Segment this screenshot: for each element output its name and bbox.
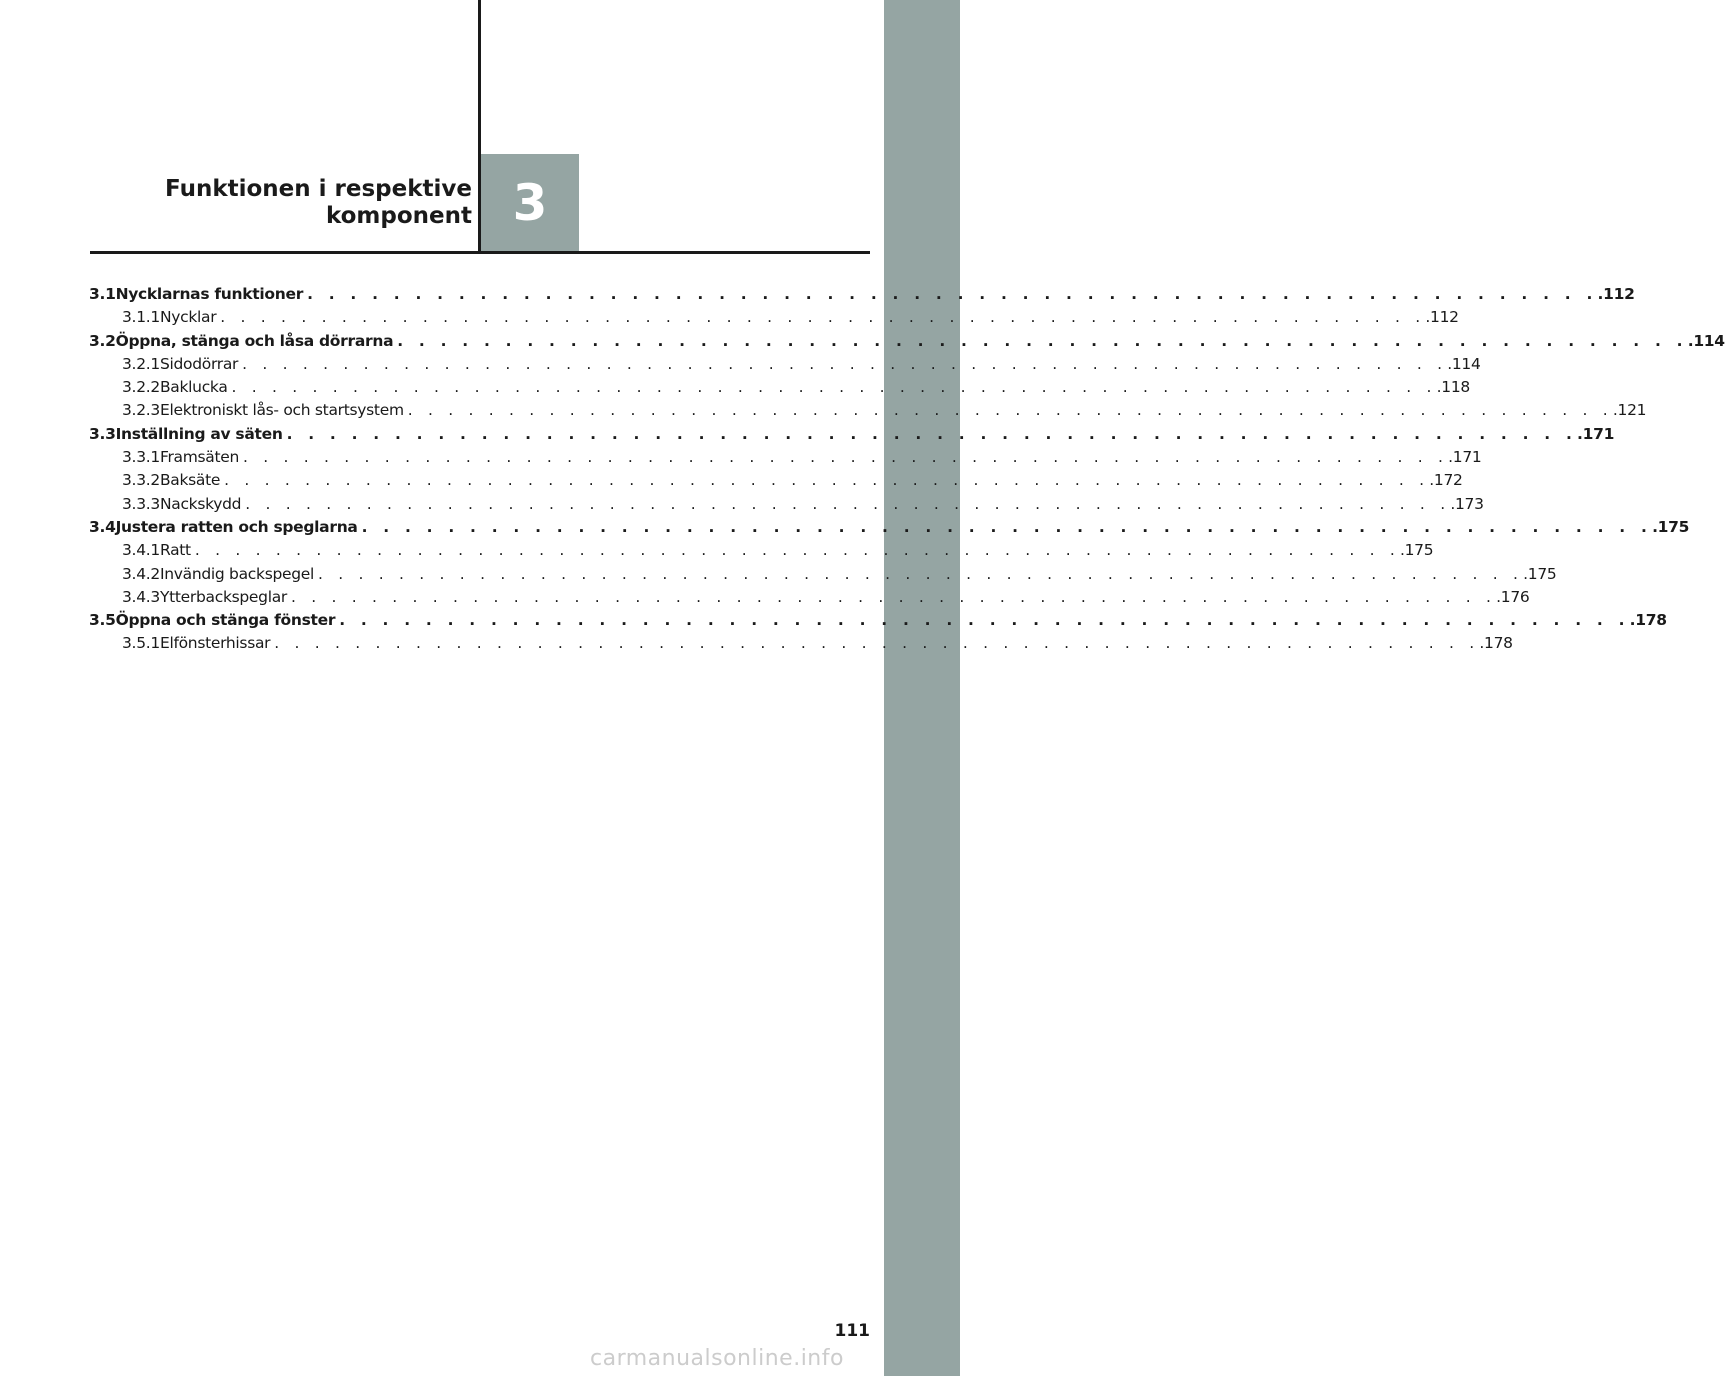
toc-entry-number: 3.5 [89, 611, 116, 630]
toc-entry[interactable] [89, 541, 1434, 564]
toc-entry-number: 3.3.2 [122, 471, 160, 490]
toc-entry-number: 3.3.1 [122, 448, 160, 467]
toc-entry[interactable] [89, 611, 1667, 634]
toc-entry-number: 3.3 [89, 424, 116, 443]
toc-leader-dots: . . . . . . . . . . . . . . . . . . . . . . . . . . . . . . . . . . . . . . . . . . . . . . . . . . . . . . . . . . . . [274, 634, 1480, 653]
toc-entry[interactable] [89, 378, 1470, 401]
toc-entry-page: .171 [1448, 448, 1482, 467]
toc-leader-dots: . . . . . . . . . . . . . . . . . . . . . . . . . . . . . . . . . . . . . . . . . . . . . . . . . . . . . . . . . . . . [318, 564, 1524, 583]
toc-leader-dots: . . . . . . . . . . . . . . . . . . . . . . . . . . . . . . . . . . . . . . . . . . . . . . . . . . . . . . . . . . . . [224, 471, 1430, 490]
toc-entry-page: .176 [1496, 587, 1530, 606]
toc-entry-page: .172 [1429, 471, 1463, 490]
toc-entry-page: .112 [1425, 308, 1459, 327]
toc-leader-dots: . . . . . . . . . . . . . . . . . . . . . . . . . . . . . . . . . . . . . . . . . . . . . . . . . . . . . . . . . . . . [407, 401, 1613, 420]
toc-entry-number: 3.5.1 [122, 634, 160, 653]
toc-entry[interactable] [89, 634, 1513, 657]
toc-entry[interactable] [89, 564, 1557, 588]
toc-entry-title: Ratt [159, 541, 191, 560]
toc-entry-number: 3.4.3 [122, 587, 160, 606]
toc-leader-dots: . . . . . . . . . . . . . . . . . . . . . . . . . . . . . . . . . . . . . . . . . . . . . . . . . . . . . . . . . . . . [339, 611, 1630, 630]
toc-entry[interactable] [89, 448, 1482, 471]
toc-entry[interactable] [89, 285, 1635, 308]
toc-entry-title: Baksäte [159, 471, 221, 490]
toc-entry-number: 3.2.2 [122, 378, 160, 397]
toc-entry-page: .178 [1629, 611, 1667, 630]
toc-entry-title: Nackskydd [159, 494, 242, 513]
side-chapter-tab [884, 0, 960, 1376]
toc-leader-dots: . . . . . . . . . . . . . . . . . . . . . . . . . . . . . . . . . . . . . . . . . . . . . . . . . . . . . . . . . . . . [361, 517, 1653, 536]
toc-entry-number: 3.2.3 [122, 401, 160, 420]
toc-entry-title: Inställning av säten [115, 424, 283, 443]
toc-entry-title: Framsäten [159, 448, 240, 467]
toc-entry-title: Nycklar [159, 308, 217, 327]
table-of-contents [89, 285, 1725, 658]
toc-entry-number: 3.2 [89, 331, 116, 350]
chapter-number: 3 [512, 174, 548, 232]
toc-entry-page: .121 [1612, 401, 1647, 420]
toc-entry-title: Ytterbackspeglar [159, 587, 287, 606]
toc-entry-title: Elektroniskt lås- och startsystem [159, 401, 404, 420]
toc-entry[interactable] [89, 401, 1647, 424]
toc-entry-page: .175 [1399, 541, 1434, 560]
toc-entry-number: 3.4 [89, 517, 116, 536]
toc-entry-number: 3.1.1 [122, 308, 160, 327]
toc-entry[interactable] [89, 471, 1463, 494]
toc-entry-page: .171 [1577, 424, 1615, 443]
toc-entry-page: .118 [1436, 378, 1470, 397]
toc-entry[interactable] [89, 354, 1481, 378]
toc-entry-page: .112 [1597, 285, 1635, 303]
toc-leader-dots: . . . . . . . . . . . . . . . . . . . . . . . . . . . . . . . . . . . . . . . . . . . . . . . . . . . . . . . . . . . . [307, 285, 1598, 303]
toc-entry[interactable] [89, 424, 1615, 448]
toc-entry-title: Justera ratten och speglarna [115, 517, 358, 536]
toc-entry-page: .178 [1479, 634, 1513, 653]
toc-leader-dots: . . . . . . . . . . . . . . . . . . . . . . . . . . . . . . . . . . . . . . . . . . . . . . . . . . . . . . . . . . . . [194, 541, 1400, 560]
chapter-title [165, 176, 472, 230]
chapter-title-line1: Funktionen i respektive [165, 176, 472, 202]
toc-entry-title: Elfönsterhissar [159, 634, 271, 653]
toc-leader-dots: . . . . . . . . . . . . . . . . . . . . . . . . . . . . . . . . . . . . . . . . . . . . . . . . . . . . . . . . . . . . [242, 354, 1448, 373]
toc-leader-dots: . . . . . . . . . . . . . . . . . . . . . . . . . . . . . . . . . . . . . . . . . . . . . . . . . . . . . . . . . . . . [231, 378, 1437, 397]
toc-leader-dots: . . . . . . . . . . . . . . . . . . . . . . . . . . . . . . . . . . . . . . . . . . . . . . . . . . . . . . . . . . . . [286, 424, 1578, 443]
toc-entry-number: 3.4.2 [122, 564, 160, 583]
toc-leader-dots: . . . . . . . . . . . . . . . . . . . . . . . . . . . . . . . . . . . . . . . . . . . . . . . . . . . . . . . . . . . . [220, 308, 1426, 327]
toc-entry-number: 3.4.1 [122, 541, 160, 560]
page-number: 111 [834, 1321, 870, 1341]
toc-entry[interactable] [89, 331, 1725, 355]
toc-entry[interactable] [89, 587, 1530, 611]
toc-entry-title: Nycklarnas funktioner [115, 285, 304, 303]
toc-entry-title: Öppna, stänga och låsa dörrarna [115, 331, 394, 350]
toc-entry-number: 3.1 [89, 285, 116, 303]
toc-leader-dots: . . . . . . . . . . . . . . . . . . . . . . . . . . . . . . . . . . . . . . . . . . . . . . . . . . . . . . . . . . . . [245, 494, 1451, 513]
chapter-title-line2: komponent [325, 203, 472, 229]
toc-entry-number: 3.2.1 [122, 354, 160, 373]
toc-entry[interactable] [89, 517, 1690, 541]
toc-leader-dots: . . . . . . . . . . . . . . . . . . . . . . . . . . . . . . . . . . . . . . . . . . . . . . . . . . . . . . . . . . . . [397, 331, 1688, 350]
toc-leader-dots: . . . . . . . . . . . . . . . . . . . . . . . . . . . . . . . . . . . . . . . . . . . . . . . . . . . . . . . . . . . . [243, 448, 1449, 467]
toc-entry[interactable] [89, 308, 1459, 331]
toc-entry-page: .114 [1687, 331, 1725, 350]
toc-entry-title: Invändig backspegel [159, 564, 315, 583]
toc-entry-page: .175 [1523, 564, 1557, 583]
toc-entry-page: .173 [1450, 494, 1484, 513]
toc-entry-number: 3.3.3 [122, 494, 160, 513]
toc-entry-title: Öppna och stänga fönster [115, 611, 336, 630]
toc-leader-dots: . . . . . . . . . . . . . . . . . . . . . . . . . . . . . . . . . . . . . . . . . . . . . . . . . . . . . . . . . . . . [291, 587, 1497, 606]
watermark: carmanualsonline.info [590, 1346, 844, 1371]
chapter-number-badge [481, 154, 579, 252]
toc-entry-page: .114 [1447, 354, 1481, 373]
toc-entry-title: Sidodörrar [159, 354, 239, 373]
toc-entry[interactable] [89, 494, 1484, 518]
toc-entry-title: Baklucka [159, 378, 228, 397]
header-divider [90, 251, 870, 254]
toc-entry-page: .175 [1652, 517, 1690, 536]
